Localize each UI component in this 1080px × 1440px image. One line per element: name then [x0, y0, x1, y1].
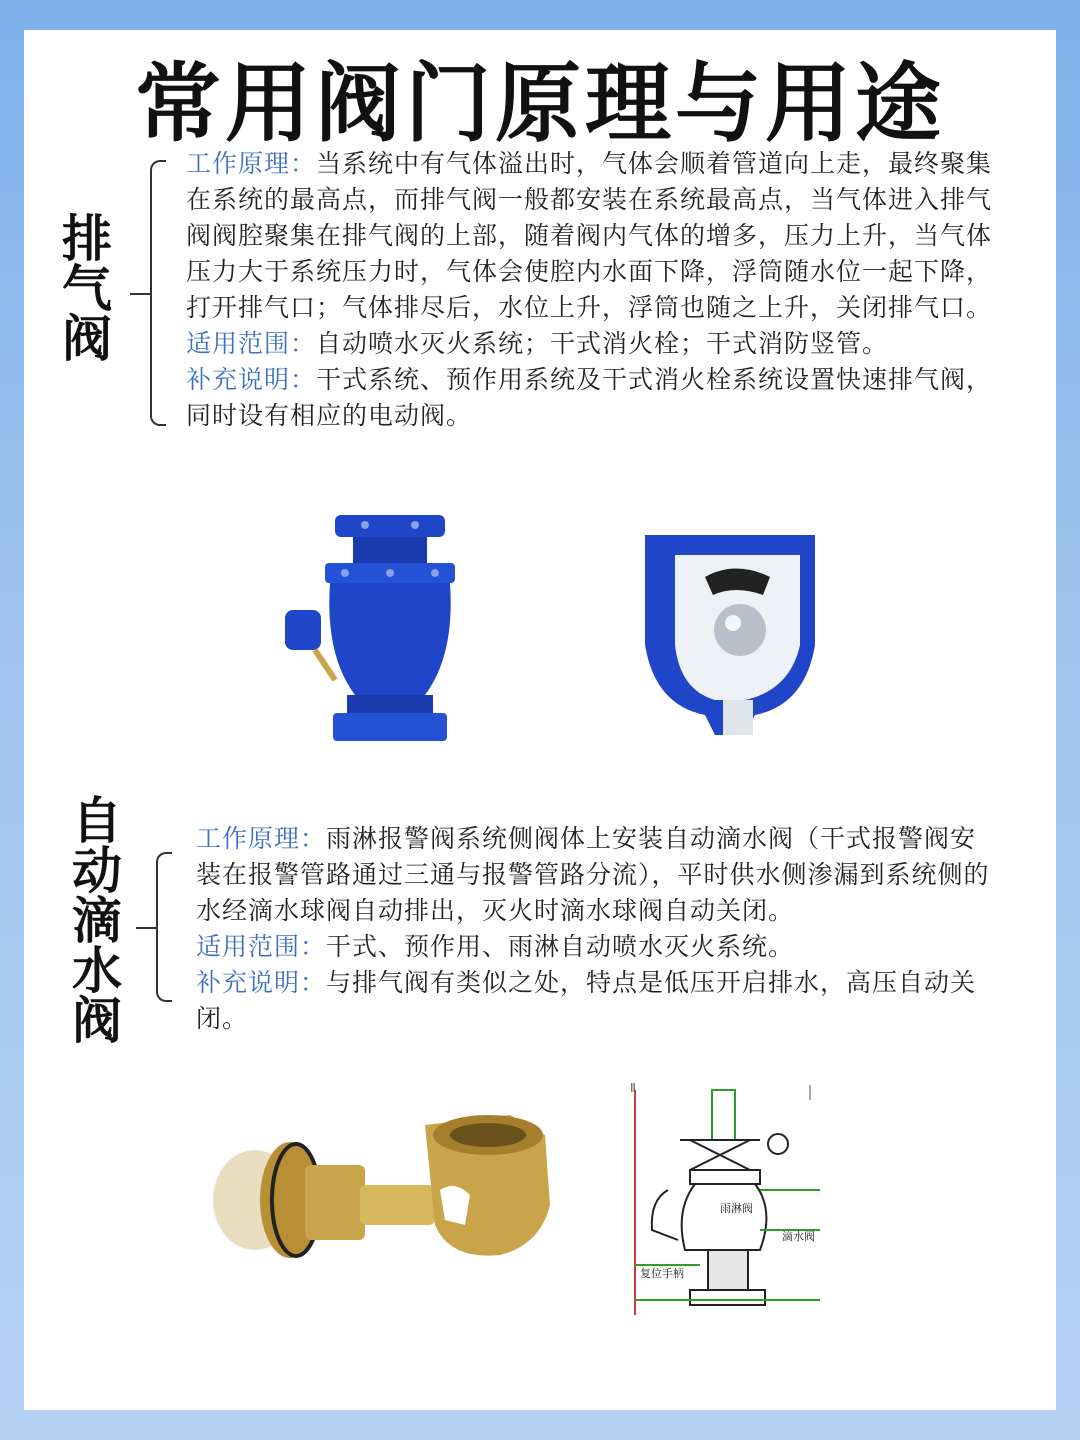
item-text: 雨淋报警阀系统侧阀体上安装自动滴水阀（干式报警阀安装在报警管路通过三通与报警管路分流），平时供水侧渗漏到系统侧的水经滴水球阀自动排出，灭火时滴水球阀自动关闭。 [196, 824, 990, 925]
drip-valve-diagram [620, 1080, 830, 1320]
item-text: 与排气阀有类似之处，特点是低压开启排水，高压自动关闭。 [196, 968, 977, 1033]
item-text: 自动喷水灭火系统；干式消火栓；干式消防竖管。 [316, 329, 889, 358]
section-text-drip [196, 821, 996, 1037]
text-item [196, 965, 996, 1037]
text-item [186, 146, 1010, 326]
item-key: 补充说明： [196, 968, 327, 997]
diagram-label-valve: 雨淋阀 [720, 1202, 753, 1215]
item-key: 工作原理： [186, 149, 317, 178]
section-label-exhaust: 排气阀 [54, 212, 112, 362]
svg-text:Ⅱ: Ⅱ [630, 1081, 636, 1095]
section-text-exhaust [186, 146, 1010, 434]
item-key: 适用范围： [196, 932, 327, 961]
text-item [186, 362, 1010, 434]
item-key: 工作原理： [196, 824, 327, 853]
bracket-drip [156, 852, 172, 1002]
exhaust-valve-image [285, 505, 495, 755]
text-item [196, 821, 996, 929]
bracket-exhaust [150, 160, 166, 426]
text-item [196, 929, 996, 965]
drip-valve-image [210, 1095, 560, 1275]
exhaust-valve-cutaway-image [635, 515, 825, 735]
item-key: 补充说明： [186, 365, 317, 394]
item-text: 干式、预作用、雨淋自动喷水灭火系统。 [326, 932, 795, 961]
page-title: 常用阀门原理与用途 [135, 54, 945, 154]
item-text: 当系统中有气体溢出时，气体会顺着管道向上走，最终聚集在系统的最高点，而排气阀一般都安装在系统最高点，当气体进入排气阀阀腔聚集在排气阀的上部，随着阀内气体的增多，压力上升，当气体压力大于系统压力时，气体会使腔内水面下降，浮筒随水位一起下降，打开排气口；气体排尽后，水位上升，浮筒也随之上升，关闭排气口。 [186, 149, 993, 322]
text-item [186, 326, 1010, 362]
diagram-label-handle: 复位手柄 [640, 1267, 684, 1280]
item-text: 干式系统、预作用系统及干式消火栓系统设置快速排气阀，同时设有相应的电动阀。 [186, 365, 993, 430]
section-label-drip: 自动滴水阀 [64, 794, 122, 1044]
item-key: 适用范围： [186, 329, 317, 358]
diagram-label-drip: 滴水阀 [782, 1230, 815, 1243]
